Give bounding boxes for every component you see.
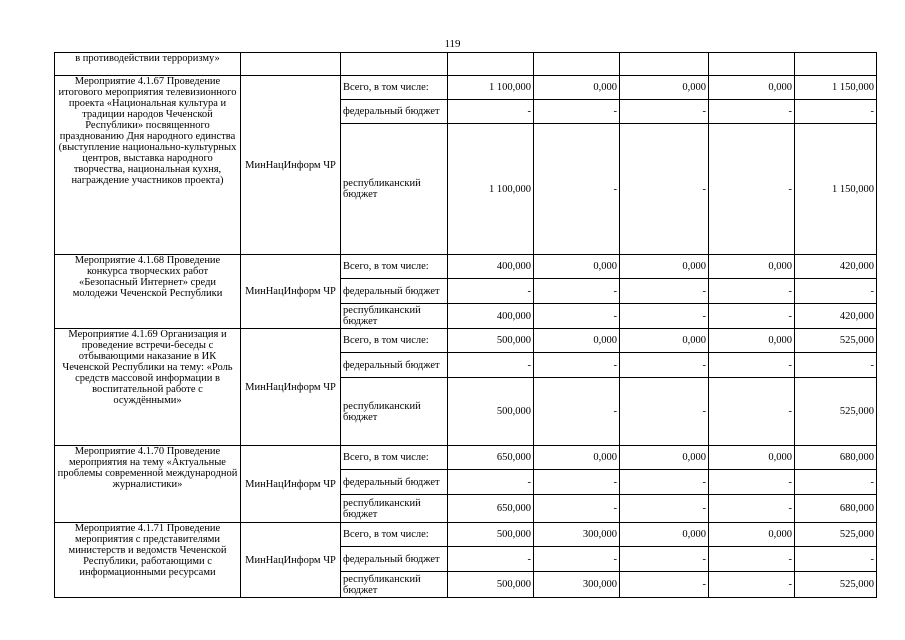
value-cell: - bbox=[709, 470, 795, 495]
value-cell: - bbox=[620, 378, 709, 446]
value-cell: 0,000 bbox=[709, 523, 795, 547]
executor-cell: МинНацИнформ ЧР bbox=[241, 329, 341, 446]
value-cell: 500,000 bbox=[448, 523, 534, 547]
funding-source: республиканский бюджет bbox=[341, 572, 448, 598]
value-cell: - bbox=[448, 470, 534, 495]
value-cell bbox=[620, 53, 709, 76]
value-cell: - bbox=[448, 547, 534, 572]
executor-cell: МинНацИнформ ЧР bbox=[241, 255, 341, 329]
funding-source: Всего, в том числе: bbox=[341, 329, 448, 353]
value-cell: 1 100,000 bbox=[448, 76, 534, 100]
value-cell: - bbox=[709, 378, 795, 446]
budget-row bbox=[55, 255, 877, 279]
value-cell: 500,000 bbox=[448, 572, 534, 598]
value-cell: 0,000 bbox=[709, 255, 795, 279]
value-cell: - bbox=[620, 470, 709, 495]
value-cell bbox=[795, 53, 877, 76]
value-cell: 0,000 bbox=[534, 255, 620, 279]
value-cell: 1 150,000 bbox=[795, 124, 877, 255]
value-cell: - bbox=[795, 547, 877, 572]
measure-title: в противодействии терроризму» bbox=[55, 53, 241, 76]
value-cell: 400,000 bbox=[448, 255, 534, 279]
value-cell: - bbox=[534, 279, 620, 304]
funding-source: федеральный бюджет bbox=[341, 100, 448, 124]
value-cell: - bbox=[534, 304, 620, 329]
value-cell: - bbox=[709, 572, 795, 598]
measure-title: Мероприятие 4.1.67 Проведение итогового мероприятия телевизионного проекта «Национальная культура и традиции народов Чеченской Республики» посвященного празднованию Дня народного единства (выступление национально-культурных центров, выставка народного творчества, национальная кухня, награждение участников проекта) bbox=[55, 76, 241, 255]
measure-title: Мероприятие 4.1.69 Организация и проведение встречи-беседы с отбывающими наказание в ИК Чеченской Республики на тему: «Роль средств массовой информации в воспитательной работе с осуждёнными» bbox=[55, 329, 241, 446]
value-cell: 680,000 bbox=[795, 495, 877, 523]
value-cell: 1 100,000 bbox=[448, 124, 534, 255]
funding-source: Всего, в том числе: bbox=[341, 255, 448, 279]
value-cell: 650,000 bbox=[448, 446, 534, 470]
executor-cell bbox=[241, 53, 341, 76]
value-cell: 650,000 bbox=[448, 495, 534, 523]
value-cell: 420,000 bbox=[795, 304, 877, 329]
value-cell: - bbox=[620, 124, 709, 255]
value-cell: - bbox=[620, 353, 709, 378]
funding-source: республиканский бюджет bbox=[341, 304, 448, 329]
value-cell: - bbox=[709, 353, 795, 378]
value-cell: - bbox=[534, 353, 620, 378]
value-cell: 0,000 bbox=[620, 76, 709, 100]
value-cell: - bbox=[448, 279, 534, 304]
value-cell: 0,000 bbox=[620, 523, 709, 547]
executor-cell: МинНацИнформ ЧР bbox=[241, 446, 341, 523]
value-cell: - bbox=[620, 279, 709, 304]
value-cell: 1 150,000 bbox=[795, 76, 877, 100]
value-cell: 500,000 bbox=[448, 378, 534, 446]
value-cell: - bbox=[709, 279, 795, 304]
value-cell: 0,000 bbox=[709, 446, 795, 470]
value-cell: 0,000 bbox=[709, 76, 795, 100]
value-cell: - bbox=[534, 547, 620, 572]
value-cell: - bbox=[620, 547, 709, 572]
value-cell: - bbox=[709, 304, 795, 329]
measure-title: Мероприятие 4.1.70 Проведение мероприятия на тему «Актуальные проблемы современной международной журналистики» bbox=[55, 446, 241, 523]
value-cell bbox=[448, 53, 534, 76]
value-cell: 525,000 bbox=[795, 523, 877, 547]
budget-row bbox=[55, 76, 877, 100]
funding-source: федеральный бюджет bbox=[341, 470, 448, 495]
funding-source: республиканский бюджет bbox=[341, 378, 448, 446]
value-cell: 0,000 bbox=[534, 446, 620, 470]
value-cell: 680,000 bbox=[795, 446, 877, 470]
value-cell: 0,000 bbox=[534, 76, 620, 100]
value-cell: 0,000 bbox=[709, 329, 795, 353]
value-cell: 525,000 bbox=[795, 378, 877, 446]
value-cell: - bbox=[534, 378, 620, 446]
value-cell: - bbox=[795, 353, 877, 378]
budget-table bbox=[54, 52, 877, 598]
measure-title: Мероприятие 4.1.68 Проведение конкурса творческих работ «Безопасный Интернет» среди молодежи Чеченской Республики bbox=[55, 255, 241, 329]
funding-source: Всего, в том числе: bbox=[341, 446, 448, 470]
value-cell: - bbox=[448, 100, 534, 124]
value-cell: - bbox=[795, 279, 877, 304]
page-number: 119 bbox=[444, 38, 461, 50]
value-cell: - bbox=[620, 495, 709, 523]
funding-source: Всего, в том числе: bbox=[341, 76, 448, 100]
funding-source: федеральный бюджет bbox=[341, 353, 448, 378]
funding-source: республиканский бюджет bbox=[341, 124, 448, 255]
funding-source: Всего, в том числе: bbox=[341, 523, 448, 547]
funding-source: федеральный бюджет bbox=[341, 547, 448, 572]
value-cell: - bbox=[448, 353, 534, 378]
value-cell: - bbox=[709, 495, 795, 523]
value-cell: - bbox=[534, 100, 620, 124]
value-cell bbox=[534, 53, 620, 76]
value-cell: 500,000 bbox=[448, 329, 534, 353]
continuation-row bbox=[55, 53, 877, 76]
value-cell: 300,000 bbox=[534, 523, 620, 547]
value-cell: 420,000 bbox=[795, 255, 877, 279]
value-cell: - bbox=[534, 495, 620, 523]
value-cell: - bbox=[620, 100, 709, 124]
value-cell: 0,000 bbox=[620, 446, 709, 470]
value-cell: - bbox=[620, 572, 709, 598]
value-cell: - bbox=[709, 100, 795, 124]
value-cell: - bbox=[709, 124, 795, 255]
value-cell bbox=[709, 53, 795, 76]
source-cell bbox=[341, 53, 448, 76]
value-cell: 0,000 bbox=[620, 255, 709, 279]
value-cell: 525,000 bbox=[795, 329, 877, 353]
budget-row bbox=[55, 329, 877, 353]
value-cell: - bbox=[795, 100, 877, 124]
value-cell: 300,000 bbox=[534, 572, 620, 598]
value-cell: - bbox=[620, 304, 709, 329]
executor-cell: МинНацИнформ ЧР bbox=[241, 523, 341, 598]
value-cell: - bbox=[534, 470, 620, 495]
value-cell: 400,000 bbox=[448, 304, 534, 329]
funding-source: федеральный бюджет bbox=[341, 279, 448, 304]
measure-title: Мероприятие 4.1.71 Проведение мероприятия с представителями министерств и ведомств Чеченской Республики, работающими с информационными ресурсами bbox=[55, 523, 241, 598]
budget-row bbox=[55, 523, 877, 547]
value-cell: 0,000 bbox=[620, 329, 709, 353]
executor-cell: МинНацИнформ ЧР bbox=[241, 76, 341, 255]
value-cell: - bbox=[795, 470, 877, 495]
value-cell: - bbox=[709, 547, 795, 572]
value-cell: 525,000 bbox=[795, 572, 877, 598]
value-cell: 0,000 bbox=[534, 329, 620, 353]
funding-source: республиканский бюджет bbox=[341, 495, 448, 523]
value-cell: - bbox=[534, 124, 620, 255]
budget-row bbox=[55, 446, 877, 470]
